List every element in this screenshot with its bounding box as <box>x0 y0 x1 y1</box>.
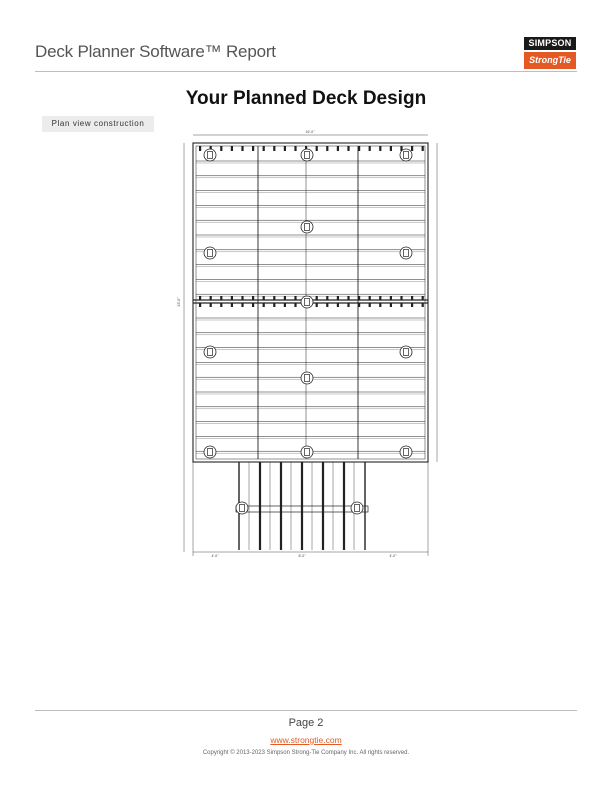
joist-hanger <box>263 296 265 300</box>
post-footing <box>204 346 216 358</box>
joist-hanger <box>326 296 328 300</box>
logo-bottom-text: StrongTie <box>524 52 576 69</box>
joist-hanger <box>210 296 212 300</box>
page-number: Page 2 <box>288 717 324 729</box>
post-footing <box>301 372 313 384</box>
post-footing <box>351 502 363 514</box>
joist-hanger <box>210 303 212 307</box>
simpson-strongtie-logo <box>524 37 576 69</box>
dim-label-bottom-left: 4'-0" <box>211 554 219 558</box>
joist-hanger <box>326 303 328 307</box>
joist-hanger <box>273 146 275 151</box>
joist-hanger <box>358 303 360 307</box>
joist-hanger <box>294 303 296 307</box>
joist-hanger <box>379 303 381 307</box>
joist-hanger <box>252 296 254 300</box>
post-footing <box>400 446 412 458</box>
joist-hanger <box>231 296 233 300</box>
page-heading: Your Planned Deck Design <box>185 88 427 109</box>
section-tab-plan-view: Plan view construction <box>42 116 154 132</box>
joist-hanger <box>316 146 318 151</box>
joist-hanger <box>400 303 402 307</box>
post-footing <box>301 446 313 458</box>
post-footing <box>400 346 412 358</box>
joist-hanger <box>347 296 349 300</box>
joist-hanger <box>241 303 243 307</box>
joist-hanger <box>294 296 296 300</box>
joist-hanger <box>422 146 424 151</box>
joist-hanger <box>347 303 349 307</box>
dim-label-left: 23'-0" <box>177 297 181 307</box>
joist-hanger <box>231 303 233 307</box>
joist-hanger <box>326 146 328 151</box>
post-footing <box>204 247 216 259</box>
joist-hanger <box>220 303 222 307</box>
deck-plan-drawing <box>160 128 450 568</box>
joist-hanger <box>347 146 349 151</box>
joist-hanger <box>358 296 360 300</box>
joist-hanger <box>337 303 339 307</box>
joist-hanger <box>263 303 265 307</box>
joist-hanger <box>220 146 222 151</box>
joist-hanger <box>369 296 371 300</box>
joist-hanger <box>337 146 339 151</box>
dim-label-bottom-right: 4'-0" <box>389 554 397 558</box>
post-footing <box>301 296 313 308</box>
joist-hanger <box>422 296 424 300</box>
joist-hanger <box>284 303 286 307</box>
joist-hanger <box>379 296 381 300</box>
joist-hanger <box>220 296 222 300</box>
joist-hanger <box>390 146 392 151</box>
joist-hanger <box>199 146 201 151</box>
joist-hanger <box>273 296 275 300</box>
joist-hanger <box>263 146 265 151</box>
post-footing <box>301 149 313 161</box>
post-footing <box>301 221 313 233</box>
website-link[interactable]: www.strongtie.com <box>270 735 342 745</box>
joist-hanger <box>241 296 243 300</box>
joist-hanger <box>284 146 286 151</box>
joist-hanger <box>284 296 286 300</box>
joist-hanger <box>411 303 413 307</box>
dim-label-top: 16'-0" <box>305 130 315 134</box>
post-footing <box>204 149 216 161</box>
joist-hanger <box>411 296 413 300</box>
copyright-text: Copyright © 2013-2023 Simpson Strong-Tie Company Inc. All rights reserved. <box>202 750 410 756</box>
post-footing <box>204 446 216 458</box>
joist-hanger <box>316 303 318 307</box>
post-footing <box>236 502 248 514</box>
joist-hanger <box>316 296 318 300</box>
joist-hanger <box>252 303 254 307</box>
joist-hanger <box>379 146 381 151</box>
report-title: Deck Planner Software™ Report <box>35 42 276 61</box>
joist-hanger <box>337 296 339 300</box>
joist-hanger <box>390 296 392 300</box>
joist-hanger <box>199 303 201 307</box>
joist-hanger <box>411 146 413 151</box>
joist-hanger <box>358 146 360 151</box>
joist-hanger <box>400 296 402 300</box>
joist-hanger <box>199 296 201 300</box>
dim-label-bottom-mid: 8'-0" <box>298 554 306 558</box>
post-footing <box>400 149 412 161</box>
post-footing <box>400 247 412 259</box>
joist-hanger <box>241 146 243 151</box>
joist-hanger <box>390 303 392 307</box>
joist-hanger <box>231 146 233 151</box>
joist-hanger <box>252 146 254 151</box>
joist-hanger <box>294 146 296 151</box>
footer-divider <box>35 710 577 711</box>
joist-hanger <box>369 146 371 151</box>
joist-hanger <box>273 303 275 307</box>
header-divider <box>35 71 577 72</box>
joist-hanger <box>422 303 424 307</box>
logo-top-text: SIMPSON <box>524 37 576 50</box>
joist-hanger <box>369 303 371 307</box>
